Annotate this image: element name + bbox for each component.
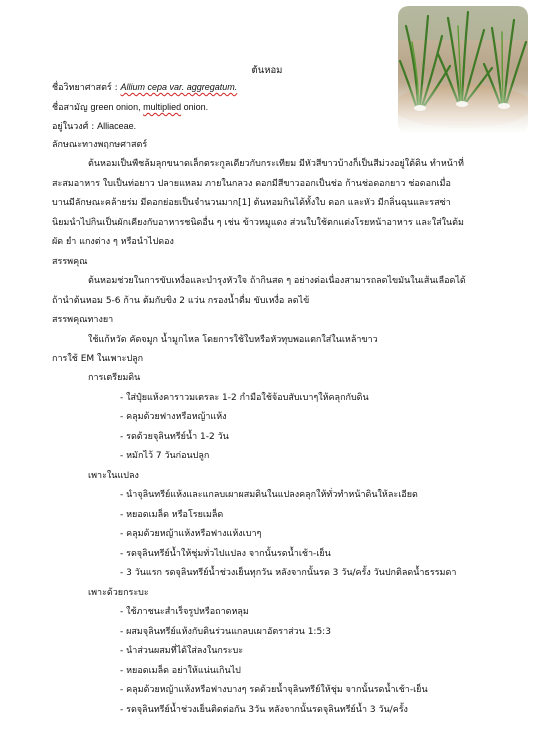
soil-prep-heading: การเตรียมดิน — [88, 373, 141, 383]
bed-sowing-item-5: - 3 วันแรก รดจุลินทรีย์น้ำช่วงเย็นทุกวัน หลังจากนั้นรด 3 วัน/ครั้ง วันปกติลดน้ำธรรมดา — [120, 568, 457, 578]
tray-sowing-item-4: - หยอดเมล็ด อย่าให้แน่นเกินไป — [120, 666, 241, 676]
botany-heading: ลักษณะทางพฤกษศาสตร์ — [52, 140, 148, 150]
em-heading: การใช้ EM ในเพาะปลูก — [52, 354, 144, 364]
medicinal-line: ใช้แก้หวัด คัดจมูก น้ำมูกไหล โดยการใช้ใบหรือหัวทุบพอแตกใส่ในเหล้าขาว — [88, 335, 378, 345]
scientific-name-row — [52, 82, 237, 94]
medicinal-heading: สรรพคุณทางยา — [52, 315, 114, 325]
common-name-row — [52, 102, 208, 114]
tray-sowing-item-3: - นำส่วนผสมที่ได้ใส่ลงในกระบะ — [120, 646, 244, 656]
tray-sowing-item-5: - คลุมด้วยหญ้าแห้งหรือฟางบางๆ รดด้วยน้ำจุลินทรีย์ให้ชุ่ม จากนั้นรดน้ำเช้า-เย็น — [120, 685, 428, 695]
properties-line-1: ต้นหอมช่วยในการขับเหงื่อและบำรุงหัวใจ ถ้ากินสด ๆ อย่างต่อเนื่องสามารถลดไขมันในเส้นเลือดได้ — [88, 276, 466, 286]
botany-line-2: สะสมอาหาร ใบเป็นท่อยาว ปลายแหลม ภายในกลวง ดอกมีสีขาวออกเป็นช่อ ก้านช่อดอกยาว ช่อดอกเมื่อ — [52, 179, 451, 189]
common-name-value-b: multiplied — [143, 102, 182, 112]
bed-sowing-item-1: - นำจุลินทรีย์แห้งและแกลบเผาผสมดินในแปลงคลุกให้ทั่วทำหน้าดินให้ละเอียด — [120, 490, 418, 500]
botany-line-4: นิยมนำไปกินเป็นผักเคียงกับอาหารชนิดอื่น ๆ เช่น ข้าวหมูแดง ส่วนใบใช้ตกแต่งโรยหน้าอาหาร และใส่ในต้ม — [52, 218, 464, 228]
common-name-label: ชื่อสามัญ — [52, 103, 91, 113]
scientific-name-value: Allium cepa var. aggregatum. — [120, 82, 238, 92]
soil-prep-item-4: - หมักไว้ 7 วันก่อนปลูก — [120, 451, 210, 461]
tray-sowing-item-6: - รดจุลินทรีย์น้ำช่วงเย็นติดต่อกัน 3วัน หลังจากนั้นรดจุลินทรีย์น้ำ 3 วัน/ครั้ง — [120, 705, 408, 715]
properties-heading: สรรพคุณ — [52, 257, 88, 267]
bed-sowing-item-4: - รดจุลินทรีย์น้ำให้ชุ่มทั่วไปแปลง จากนั้นรดน้ำเช้า-เย็น — [120, 549, 331, 559]
common-name-value-a: green onion, — [90, 102, 144, 112]
common-name-value-c: onion. — [181, 102, 209, 112]
tray-sowing-item-1: - ใช้ภาชนะสำเร็จรูปหรือถาดหลุม — [120, 607, 249, 617]
soil-prep-item-3: - รดด้วยจุลินทรีย์น้ำ 1-2 วัน — [120, 432, 229, 442]
botany-line-5: ผัด ยำ แกงต่าง ๆ หรือนำไปดอง — [52, 237, 174, 247]
botany-line-1: ต้นหอมเป็นพืชล้มลุกขนาดเล็กตระกูลเดียวกับกระเทียม มีหัวสีขาวบ้างก็เป็นสีม่วงอยู่ใต้ดิน ทำหน้าที่ — [88, 159, 464, 169]
soil-prep-item-2: - คลุมด้วยฟางหรือหญ้าแห้ง — [120, 412, 227, 422]
tray-sowing-heading: เพาะด้วยกระบะ — [88, 588, 149, 598]
bed-sowing-heading: เพาะในแปลง — [88, 471, 139, 481]
soil-prep-item-1: - ใส่ปุ๋ยแห้งคาราวมเตรละ 1-2 กำมือใช้จ้อบสับเบาๆให้คลุกกับดิน — [120, 393, 369, 403]
family-row — [52, 121, 136, 133]
scientific-name-label: ชื่อวิทยาศาสตร์ : — [52, 83, 121, 93]
page-title: ต้นหอม — [251, 65, 283, 76]
tray-sowing-item-2: - ผสมจุลินทรีย์แห้งกับดินร่วนแกลบเผาอัตราส่วน 1:5:3 — [120, 627, 331, 637]
bed-sowing-item-3: - คลุมด้วยหญ้าแห้งหรือฟางแห้งเบาๆ — [120, 529, 262, 539]
properties-line-2: ถ้านำต้นหอม 5-6 ก้าน ต้มกับขิง 2 แว่น กรองน้ำดื่ม ขับเหงื่อ ลดไข้ — [52, 296, 310, 306]
family-label: อยู่ในวงศ์ : — [52, 122, 98, 132]
family-value: Alliaceae. — [97, 121, 137, 131]
bed-sowing-item-2: - หยอดเมล็ด หรือโรยเมล็ด — [120, 510, 224, 520]
botany-line-3: บานมีลักษณะคล้ายร่ม มีดอกย่อยเป็นจำนวนมาก[1] ต้นหอมกินได้ทั้งใบ ดอก และหัว มีกลิ่นฉุนและรสซ่า — [52, 198, 451, 208]
